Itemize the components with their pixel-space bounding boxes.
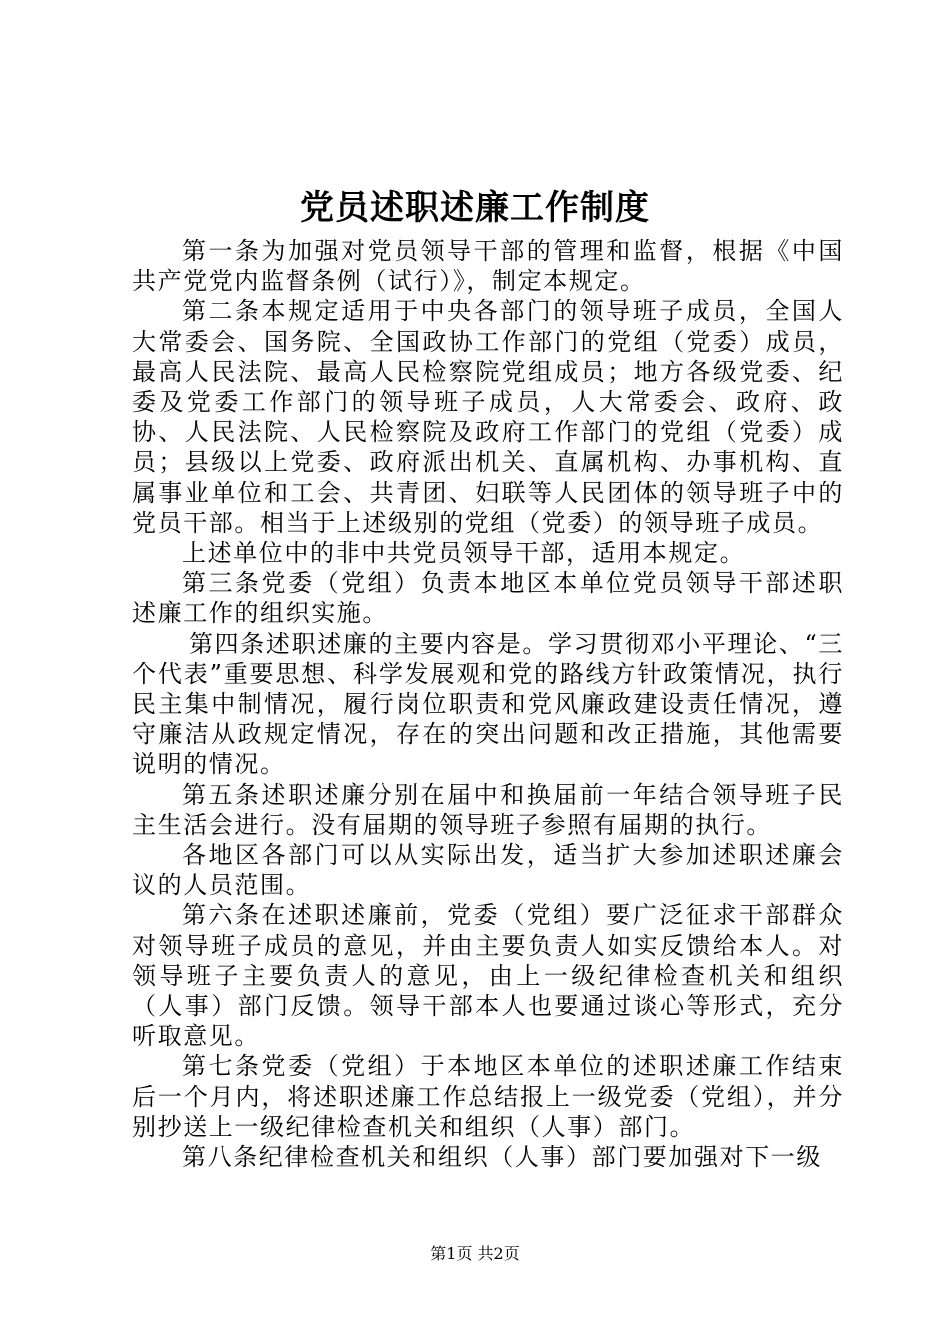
paragraph-article-4: 第四条述职述廉的主要内容是。学习贯彻邓小平理论、“三个代表”重要思想、科学发展观和党的路线方针政策情况，执行民主集中制情况，履行岗位职责和党风廉政建设责任情况，遵守廉洁从政规定情况，存在的突出问题和改正措施，其他需要说明的情况。 [132,629,844,779]
document-title: 党员述职述廉工作制度 [300,188,650,228]
paragraph-meeting-scope: 各地区各部门可以从实际出发，适当扩大参加述职述廉会议的人员范围。 [132,841,844,900]
paragraph-article-1: 第一条为加强对党员领导干部的管理和监督，根据《中国共产党党内监督条例（试行）》，制定本规定。 [132,237,844,296]
paragraph-article-2: 第二条本规定适用于中央各部门的领导班子成员，全国人大常委会、国务院、全国政协工作部门的党组（党委）成员，最高人民法院、最高人民检察院党组成员；地方各级党委、纪委及党委工作部门的领导班子成员，人大常委会、政府、政协、人民法院、人民检察院及政府工作部门的党组（党委）成员；县级以上党委、政府派出机关、直属机构、办事机构、直属事业单位和工会、共青团、妇联等人民团体的领导班子中的党员干部。相当于上述级别的党组（党委）的领导班子成员。 [132,297,844,537]
paragraph-article-3: 第三条党委（党组）负责本地区本单位党员领导干部述职述廉工作的组织实施。 [132,569,844,628]
paragraph-article-5: 第五条述职述廉分别在届中和换届前一年结合领导班子民主生活会进行。没有届期的领导班子参照有届期的执行。 [132,780,844,839]
document-body [132,236,844,1172]
paragraph-article-8: 第八条纪律检查机关和组织（人事）部门要加强对下一级 [182,1143,822,1172]
page-footer: 第1页 共2页 [430,1244,520,1263]
paragraph-article-6: 第六条在述职述廉前，党委（党组）要广泛征求干部群众对领导班子成员的意见，并由主要负责人如实反馈给本人。对领导班子主要负责人的意见，由上一级纪律检查机关和组织（人事）部门反馈。领导干部本人也要通过谈心等形式，充分听取意见。 [132,901,844,1051]
paragraph-article-7: 第七条党委（党组）于本地区本单位的述职述廉工作结束后一个月内，将述职述廉工作总结报上一级党委（党组），并分别抄送上一级纪律检查机关和组织（人事）部门。 [132,1052,844,1141]
paragraph-scope-note: 上述单位中的非中共党员领导干部，适用本规定。 [182,539,746,568]
